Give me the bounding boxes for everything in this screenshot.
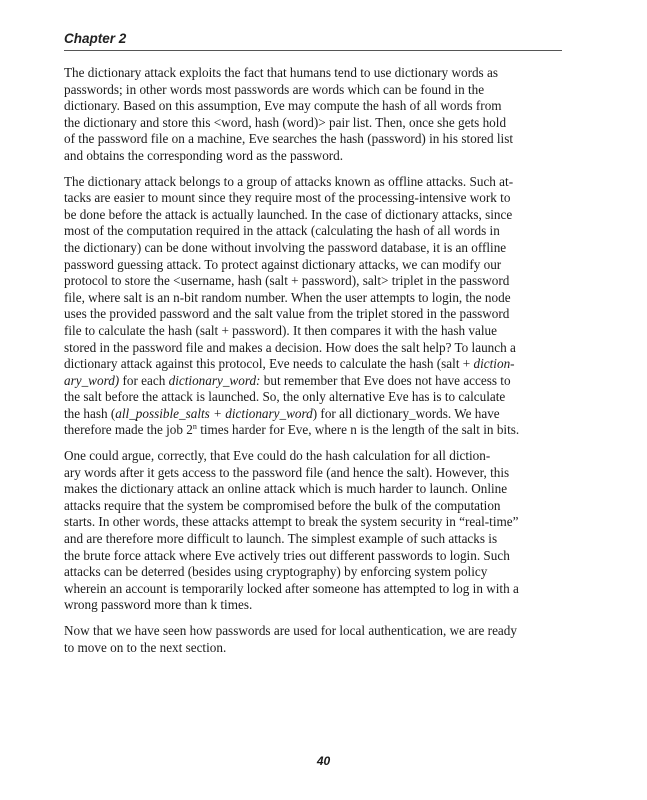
text-run: but remember that Eve does not have access to [260,372,511,388]
text-line: the dictionary and store this <word, hash (word)> pair list. Then, once she gets hold [64,114,507,130]
body-text [64,65,562,665]
text-line: passwords; in other words most passwords are words which can be found in the [64,81,485,97]
chapter-label: Chapter 2 [64,31,127,46]
text-line: and obtains the corresponding word as the password. [64,147,344,163]
text-line: dictionary. Based on this assumption, Eve may compute the hash of all words from [64,98,502,114]
text-line: wherein an account is temporarily locked after someone has attempted to log in with a [64,580,519,596]
text-run: dictionary attack against this protocol, Eve needs to calculate the hash (salt + [64,356,474,372]
text-line: file, where salt is an n-bit random number. When the user attempts to login, the node [64,289,511,305]
superscript-n: n [192,422,197,432]
text-line: attacks require that the system be compromised before the bulk of the computation [64,497,501,513]
text-run: for each [119,372,169,388]
paragraph-3 [64,448,562,614]
text-line: makes the dictionary attack an online attack which is much harder to launch. Online [64,481,508,497]
text-line: ary words after it gets access to the password file (and hence the salt). However, this [64,464,510,480]
text-run: ) for all dictionary_words. We have [312,405,500,421]
text-run: the hash ( [64,405,116,421]
text-line: protocol to store the <username, hash (salt + password), salt> triplet in the password [64,273,510,289]
italic-run: ary_word) [64,372,120,388]
text-line: The dictionary attack belongs to a group of attacks known as offline attacks. Such at- [64,173,514,189]
text-line [64,356,562,373]
text-line [64,422,562,439]
text-run: therefore made the job 2 [64,422,193,438]
text-line [64,406,562,423]
paragraph-4 [64,623,562,656]
text-line: and are therefore more difficult to launch. The simplest example of such attacks is [64,531,498,547]
text-line: wrong password more than k times. [64,597,253,613]
text-line: to move on to the next section. [64,639,227,655]
text-line: of the password file on a machine, Eve searches the hash (password) in his stored list [64,131,513,147]
text-line: The dictionary attack exploits the fact that humans tend to use dictionary words as [64,65,498,80]
text-line: Now that we have seen how passwords are used for local authentication, we are ready [64,623,517,638]
text-line: file to calculate the hash (salt + password). It then compares it with the hash value [64,322,497,338]
text-line: tacks are easier to mount since they require most of the processing-intensive work to [64,190,511,206]
page-number: 40 [316,754,331,768]
text-line: password guessing attack. To protect against dictionary attacks, we can modify our [64,256,502,272]
text-line: be done before the attack is actually launched. In the case of dictionary attacks, since [64,206,513,222]
text-line: the brute force attack where Eve actively tries out different passwords to login. Such [64,547,510,563]
text-line: stored in the password file and makes a decision. How does the salt help? To launch a [64,339,516,355]
text-line: starts. In other words, these attacks attempt to break the system security in “real-time” [64,514,519,530]
running-header [64,30,562,51]
text-line: the salt before the attack is launched. So, the only alternative Eve has is to calculate [64,389,506,405]
text-line [64,373,562,390]
italic-run: diction- [473,356,515,372]
text-line: One could argue, correctly, that Eve could do the hash calculation for all diction- [64,448,491,464]
italic-run: all_possible_salts + dictionary_word [115,405,313,421]
italic-run: dictionary_word: [168,372,261,388]
text-line: most of the computation required in the attack (calculating the hash of all words in [64,223,500,239]
text-run: times harder for Eve, where n is the length of the salt in bits. [196,422,520,438]
paragraph-1 [64,65,562,165]
text-line: the dictionary) can be done without involving the password database, it is an offline [64,239,507,255]
paragraph-2 [64,174,562,440]
text-line: uses the provided password and the salt value from the triplet stored in the password [64,306,510,322]
text-line: attacks can be deterred (besides using cryptography) by enforcing system policy [64,564,488,580]
